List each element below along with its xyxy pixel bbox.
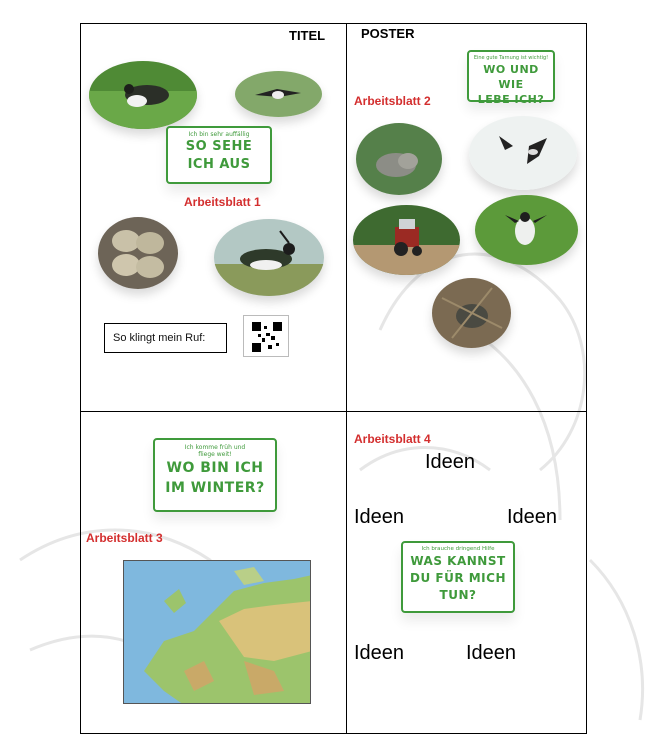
card-so-sehe-ich-aus (166, 126, 272, 184)
chicks-photo-icon (356, 123, 442, 195)
card-wo-und-wie-lebe-ich (467, 50, 555, 106)
card-small-text-2: fliege weit! (198, 451, 232, 458)
lapwings-flying-photo (469, 116, 577, 190)
lapwing-grass-photo (475, 195, 578, 265)
card-line-1: WO UND WIE (483, 63, 539, 91)
lapwing-photo-icon (214, 219, 324, 296)
card-small-text: Ich brauche dringend Hilfe (421, 546, 495, 552)
chick-ground-photo (432, 278, 511, 348)
worksheet-3-label: Arbeitsblatt 3 (86, 531, 163, 545)
lapwing-nest-photo (89, 61, 197, 129)
grid-divider-horizontal (80, 411, 587, 412)
card-was-kannst-du-fuer-mich-tun (401, 541, 515, 613)
grid-divider-vertical (346, 23, 347, 734)
lapwing-standing-photo (214, 219, 324, 296)
card-wo-bin-ich-im-winter (153, 438, 277, 512)
card-line-2: ICH AUS (187, 157, 251, 172)
card-line-1: WAS KANNST (410, 554, 506, 568)
lapwing-photo-icon (89, 61, 197, 129)
ideas-label-3: Ideen (507, 506, 558, 528)
lapwing-flight-photo (235, 71, 322, 117)
qr-code-icon[interactable] (243, 315, 289, 357)
card-line-1: WO BIN ICH (166, 460, 264, 476)
card-small-text-1: Ich komme früh und (184, 444, 246, 451)
worksheet-2-label: Arbeitsblatt 2 (354, 94, 431, 108)
titel-header: TITEL (289, 28, 326, 43)
lapwing-photo-icon (235, 71, 322, 117)
call-label-box: So klingt mein Ruf: (104, 323, 227, 353)
chicks-photo (356, 123, 442, 195)
lapwing-photo-icon (475, 195, 578, 265)
ideas-label-5: Ideen (466, 642, 517, 664)
tractor-photo-icon (353, 205, 460, 275)
card-small-text: Eine gute Tarnung ist wichtig! (473, 55, 549, 61)
card-small-text: Ich bin sehr auffällig (188, 131, 250, 138)
card-line-3: TUN? (439, 588, 477, 602)
ideas-label-4: Ideen (354, 642, 405, 664)
worksheet-1-label: Arbeitsblatt 1 (184, 195, 261, 209)
poster-header: POSTER (361, 26, 415, 41)
eggs-photo-icon (98, 217, 178, 289)
ideas-label-2: Ideen (354, 506, 405, 528)
chicks-photo-icon (432, 278, 511, 348)
europe-map-icon (123, 560, 311, 704)
eggs-photo (98, 217, 178, 289)
ideas-label-1: Ideen (425, 451, 476, 473)
card-line-2: IM WINTER? (165, 480, 265, 496)
lapwing-photo-icon (469, 116, 577, 190)
card-line-2: LEBE ICH? (477, 93, 545, 106)
worksheet-4-label: Arbeitsblatt 4 (354, 432, 431, 446)
card-line-2: DU FÜR MICH (410, 571, 506, 585)
card-line-1: SO SEHE (185, 139, 253, 154)
tractor-photo (353, 205, 460, 275)
